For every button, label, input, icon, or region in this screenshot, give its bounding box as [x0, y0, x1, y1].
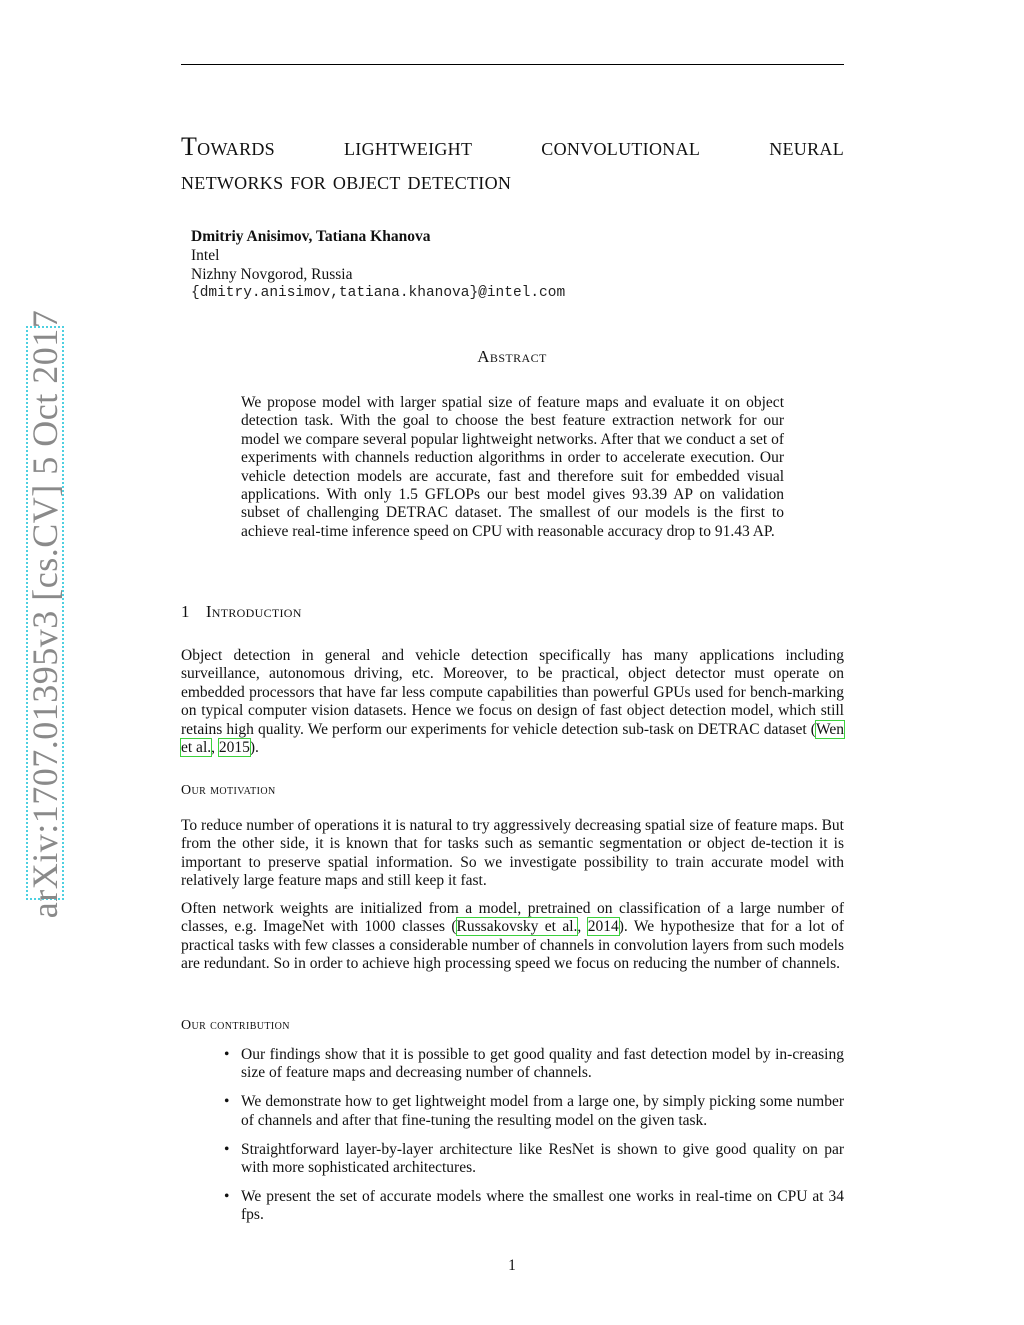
- bullet-icon: •: [224, 1046, 230, 1063]
- citation-link-russakovsky-author[interactable]: Russakovsky et al.: [456, 918, 578, 936]
- section-heading-introduction: [181, 602, 302, 622]
- motivation-paragraph-2: [181, 900, 844, 974]
- list-item: [181, 1046, 844, 1083]
- arxiv-identifier[interactable]: arXiv:1707.01395v3 [cs.CV] 5 Oct 2017: [25, 309, 65, 919]
- top-rule: [181, 64, 844, 65]
- list-item: [181, 1188, 844, 1225]
- list-item: [181, 1141, 844, 1178]
- list-item-text: We present the set of accurate models where the smallest one works in real-time on CPU at 34 fps.: [241, 1187, 844, 1224]
- author-location: Nizhny Novgorod, Russia: [191, 266, 353, 283]
- page-number: 1: [508, 1257, 516, 1274]
- title-line-2: networks for object detection: [181, 166, 512, 195]
- abstract-body: We propose model with larger spatial size of feature maps and evaluate it on object detection task. With the goal to choose the best feature extraction network for our model we compare several popular lightweight networks. After that we conduct a set of experiments with channels reduction algorithms in order to accelerate execution. Our vehicle detection models are accurate, fast and therefore suit for embedded visual applications. With only 1.5 GFLOPs our best model gives 93.39 AP on validation subset of challenging DETRAC dataset. The smallest of our models is the first to achieve real-time inference speed on CPU with reasonable accuracy drop to 91.43 AP.: [241, 394, 784, 540]
- subheading-motivation: Our motivation: [181, 783, 276, 798]
- abstract-heading: Abstract: [477, 347, 547, 366]
- author-email: {dmitry.anisimov,tatiana.khanova}@intel.com: [191, 285, 566, 301]
- subheading-contribution: Our contribution: [181, 1018, 290, 1033]
- intro-paragraph-end: ).: [249, 739, 259, 757]
- motivation-paragraph-2-end: ). We hypothesize that for a lot of practical tasks with few classes a considerable number of channels in convolution layers from such models are redundant. So in order to achieve high processing speed we focus on reducing the number of channels.: [181, 918, 844, 973]
- bullet-icon: •: [224, 1140, 230, 1158]
- title-line-1: Towards lightweight convolutional neural: [181, 132, 844, 161]
- list-item-text: Straightforward layer-by-layer architecture like ResNet is shown to give good quality on par with more sophisticated architectures.: [241, 1140, 844, 1177]
- section-number: 1: [181, 602, 190, 621]
- motivation-paragraph-2-text: Often network weights are initialized from a model, pretrained on classification of a large number of classes, e.g. ImageNet with 1000 classes (: [181, 900, 844, 936]
- motivation-paragraph-1: To reduce number of operations it is natural to try aggressively decreasing spatial size of feature maps. But from the other side, it is known that for tasks such as semantic segmentation or object de-tection it is important to preserve spatial information. So we investigate possibility to train accurate model with relatively large feature maps and still keep it fast.: [181, 817, 844, 890]
- section-title: Introduction: [205, 602, 302, 621]
- intro-paragraph-text: Object detection in general and vehicle detection specifically has many applications including surveillance, autonomous driving, etc. Moreover, to be practical, object detector must operate on embedded processors that have far less compute capabilities than powerful GPUs used for bench-marking on typical computer vision datasets. Hence we focus on design of fast object detection model, which still retains high quality. We perform our experiments for vehicle detection sub-task on DETRAC dataset (: [181, 647, 844, 738]
- citation-separator: ,: [577, 918, 588, 936]
- bullet-icon: •: [224, 1093, 230, 1111]
- citation-separator: ,: [211, 739, 219, 757]
- author-names: Dmitriy Anisimov, Tatiana Khanova: [191, 228, 431, 245]
- list-item: [181, 1093, 844, 1130]
- intro-paragraph: [181, 647, 844, 757]
- citation-link-wen-author[interactable]: Wen et al.: [181, 720, 844, 757]
- list-item-text: We demonstrate how to get lightweight model from a large one, by simply picking some number of channels and after that fine-tuning the resulting model on the given task.: [241, 1093, 844, 1129]
- bullet-icon: •: [224, 1187, 230, 1205]
- citation-link-wen-year[interactable]: 2015: [218, 739, 250, 757]
- citation-link-russakovsky-year[interactable]: 2014: [587, 918, 619, 936]
- author-block: [191, 227, 791, 303]
- author-affiliation: Intel: [191, 247, 220, 264]
- contribution-list: [181, 1046, 844, 1235]
- list-item-text: Our findings show that it is possible to get good quality and fast detection model by in-creasing size of feature maps and decreasing number of channels.: [241, 1046, 844, 1082]
- paper-title: [181, 130, 844, 198]
